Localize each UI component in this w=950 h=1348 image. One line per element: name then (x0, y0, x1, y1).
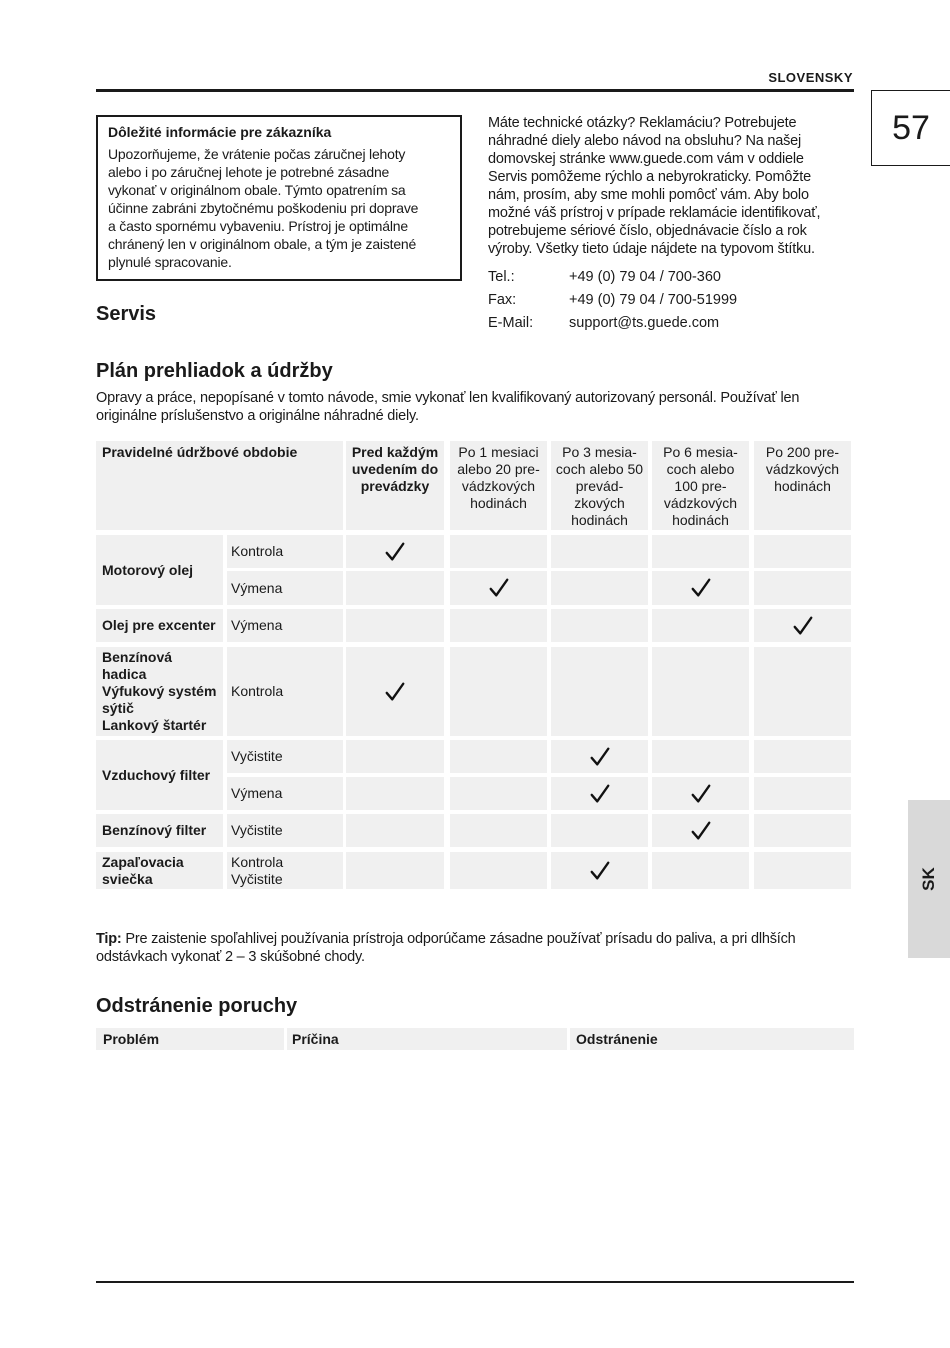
empty-cell (652, 609, 749, 642)
checkmark-cell (652, 777, 749, 810)
cell-text-line: hodinách (571, 512, 628, 528)
action-cell (227, 852, 343, 889)
contact-email: E-Mail: support@ts.guede.com (488, 315, 720, 331)
empty-cell (551, 535, 648, 568)
interval-header-5 (754, 441, 851, 530)
language-code: SK (919, 867, 938, 891)
empty-cell (450, 609, 547, 642)
checkmark-icon (589, 860, 611, 882)
cell-text-line: Výfukový systém (102, 683, 217, 699)
cell-text-line: vádzkových (765, 461, 840, 477)
empty-cell (346, 777, 444, 810)
checkmark-icon (384, 541, 406, 563)
checkmark-cell (551, 777, 648, 810)
component-label (96, 852, 223, 889)
cell-text-line: vádzkových (461, 478, 536, 494)
trouble-header-problem: Problém (96, 1028, 284, 1050)
service-text: Máte technické otázky? Reklamáciu? Potrebujete náhradné diely alebo návod na obsluhu? Na našej domovskej stránke www.guede.com vám v oddiele Servis pomôžeme rýchlo a nebyrokraticky. Pomôžte nám, prosím, aby sme mohli pomôcť vám. Aby bolo možné váš prístroj v prípade reklamácie identifikovať, potrebujeme sériové číslo, objednávacie číslo a rok výroby. Všetky tieto údaje nájdete na typovom štítku. (488, 115, 821, 257)
cell-text-line: Vyčistite (231, 870, 283, 887)
cell-text-line: Benzínový filter (102, 822, 207, 838)
cell-text-line: sviečka (102, 870, 153, 887)
info-box-text: Upozorňujeme, že vrátenie počas záručnej lehoty alebo i po záručnej lehote je potrebné zásadne vykonať v originálnom obale. Týmto opatrením sa účinne zabráni zbytočnému poškodeniu pri doprave a často spornému vybaveniu. Prístroj je optimálne chránený len v originálnom obale, a tým je zaistené plynulé spracovanie. (108, 146, 419, 270)
component-label (96, 647, 223, 736)
interval-header-4 (652, 441, 749, 530)
contact-fax: Fax: +49 (0) 79 04 / 700-51999 (488, 292, 738, 308)
header-rule (96, 89, 854, 92)
component-label (96, 609, 223, 642)
cell-text-line: 100 pre- (674, 478, 727, 494)
checkmark-icon (690, 783, 712, 805)
empty-cell (754, 777, 851, 810)
cell-text-line: Vzduchový filter (102, 766, 211, 783)
empty-cell (346, 571, 444, 605)
checkmark-icon (589, 783, 611, 805)
checkmark-cell (754, 609, 851, 642)
empty-cell (652, 647, 749, 736)
empty-cell (652, 535, 749, 568)
cell-text-line: sýtič (102, 700, 134, 716)
cell-text-line: alebo 20 pre- (457, 461, 540, 477)
component-label (96, 814, 223, 847)
language-label: SLOVENSKY (768, 70, 853, 85)
cell-text-line: Lankový štartér (102, 717, 207, 733)
action-cell (227, 535, 343, 568)
empty-cell (754, 852, 851, 889)
tip-text: Tip: Pre zaistenie spoľahlivej používania prístroja odporúčame zásadne používať prísadu do paliva, a pri dlhších odstávkach vykonať 2 – 3 skúšobné chody. (96, 931, 796, 965)
empty-cell (652, 852, 749, 889)
cell-text-line: Výmena (231, 579, 283, 596)
cell-text-line: prevádzky (360, 478, 430, 494)
checkmark-icon (589, 746, 611, 768)
checkmark-cell (450, 571, 547, 605)
empty-cell (346, 814, 444, 847)
checkmark-cell (346, 647, 444, 736)
empty-cell (346, 740, 444, 773)
cell-text-line: Po 3 mesia- (562, 444, 637, 460)
empty-cell (450, 852, 547, 889)
action-cell (227, 740, 343, 773)
cell-text-line: prevád- (575, 478, 624, 494)
empty-cell (551, 647, 648, 736)
empty-cell (450, 535, 547, 568)
language-side-tab (908, 800, 950, 958)
empty-cell (754, 814, 851, 847)
cell-text-line: coch alebo (666, 461, 735, 477)
empty-cell (450, 647, 547, 736)
cell-text-line: hodinách (672, 512, 729, 528)
checkmark-icon (488, 577, 510, 599)
checkmark-cell (346, 535, 444, 568)
cell-text-line: zkových (574, 495, 625, 511)
cell-text-line: Vyčistite (231, 748, 283, 764)
empty-cell (551, 814, 648, 847)
empty-cell (450, 740, 547, 773)
cell-text-line: vádzkových (663, 495, 738, 511)
action-cell (227, 814, 343, 847)
empty-cell (754, 740, 851, 773)
empty-cell (450, 777, 547, 810)
checkmark-icon (690, 820, 712, 842)
cell-text-line: uvedením do (351, 461, 439, 477)
checkmark-icon (690, 577, 712, 599)
cell-text-line: Výmena (231, 785, 283, 801)
empty-cell (754, 571, 851, 605)
contact-phone: Tel.: +49 (0) 79 04 / 700-360 (488, 269, 721, 285)
cell-text-line: Pred každým (351, 444, 439, 460)
cell-text-line: Kontrola (231, 543, 284, 559)
checkmark-icon (792, 615, 814, 637)
checkmark-icon (384, 681, 406, 703)
empty-cell (652, 740, 749, 773)
period-header: Pravidelné údržbové obdobie (96, 441, 343, 530)
info-box-title: Dôležité informácie pre zákazníka (108, 124, 332, 140)
checkmark-cell (652, 814, 749, 847)
page-number: 57 (871, 90, 950, 166)
maintenance-intro: Opravy a práce, nepopísané v tomto návode, smie vykonať len kvalifikovaný autorizovaný personál. Používať len originálne príslušenstvo a originálne náhradné diely. (96, 390, 800, 424)
cell-text-line: Po 6 mesia- (663, 444, 738, 460)
maintenance-heading: Plán prehliadok a údržby (96, 360, 333, 382)
empty-cell (450, 814, 547, 847)
empty-cell (754, 647, 851, 736)
cell-text-line: Po 200 pre- (765, 444, 840, 460)
trouble-header-cause: Príčina (287, 1028, 567, 1050)
cell-text-line: hodinách (470, 495, 527, 511)
checkmark-cell (551, 852, 648, 889)
empty-cell (551, 609, 648, 642)
action-cell (227, 647, 343, 736)
cell-text-line: coch alebo 50 (555, 461, 644, 477)
interval-header-2 (450, 441, 547, 530)
empty-cell (346, 609, 444, 642)
cell-text-line: Vyčistite (231, 822, 283, 838)
cell-text-line: Motorový olej (102, 561, 194, 578)
customer-info-box (96, 115, 462, 281)
cell-text-line: Kontrola (231, 683, 284, 699)
cell-text-line: Benzínová (102, 649, 173, 665)
interval-header-1 (346, 441, 444, 530)
cell-text-line: Výmena (231, 617, 283, 633)
component-label (96, 740, 223, 810)
empty-cell (346, 852, 444, 889)
action-cell (227, 609, 343, 642)
cell-text-line: Kontrola (231, 853, 284, 870)
checkmark-cell (551, 740, 648, 773)
action-cell (227, 777, 343, 810)
service-heading: Servis (96, 303, 157, 325)
interval-header-3 (551, 441, 648, 530)
cell-text-line: Olej pre excenter (102, 617, 216, 633)
cell-text-line: hodinách (774, 478, 831, 494)
action-cell (227, 571, 343, 605)
checkmark-cell (652, 571, 749, 605)
cell-text-line: Zapaľovacia (102, 853, 184, 870)
cell-text-line: hadica (102, 666, 147, 682)
troubleshooting-heading: Odstránenie poruchy (96, 995, 298, 1017)
component-label (96, 535, 223, 605)
cell-text-line: Po 1 mesiaci (458, 444, 539, 460)
footer-rule (96, 1281, 854, 1283)
trouble-header-remedy: Odstránenie (570, 1028, 854, 1050)
empty-cell (754, 535, 851, 568)
empty-cell (551, 571, 648, 605)
